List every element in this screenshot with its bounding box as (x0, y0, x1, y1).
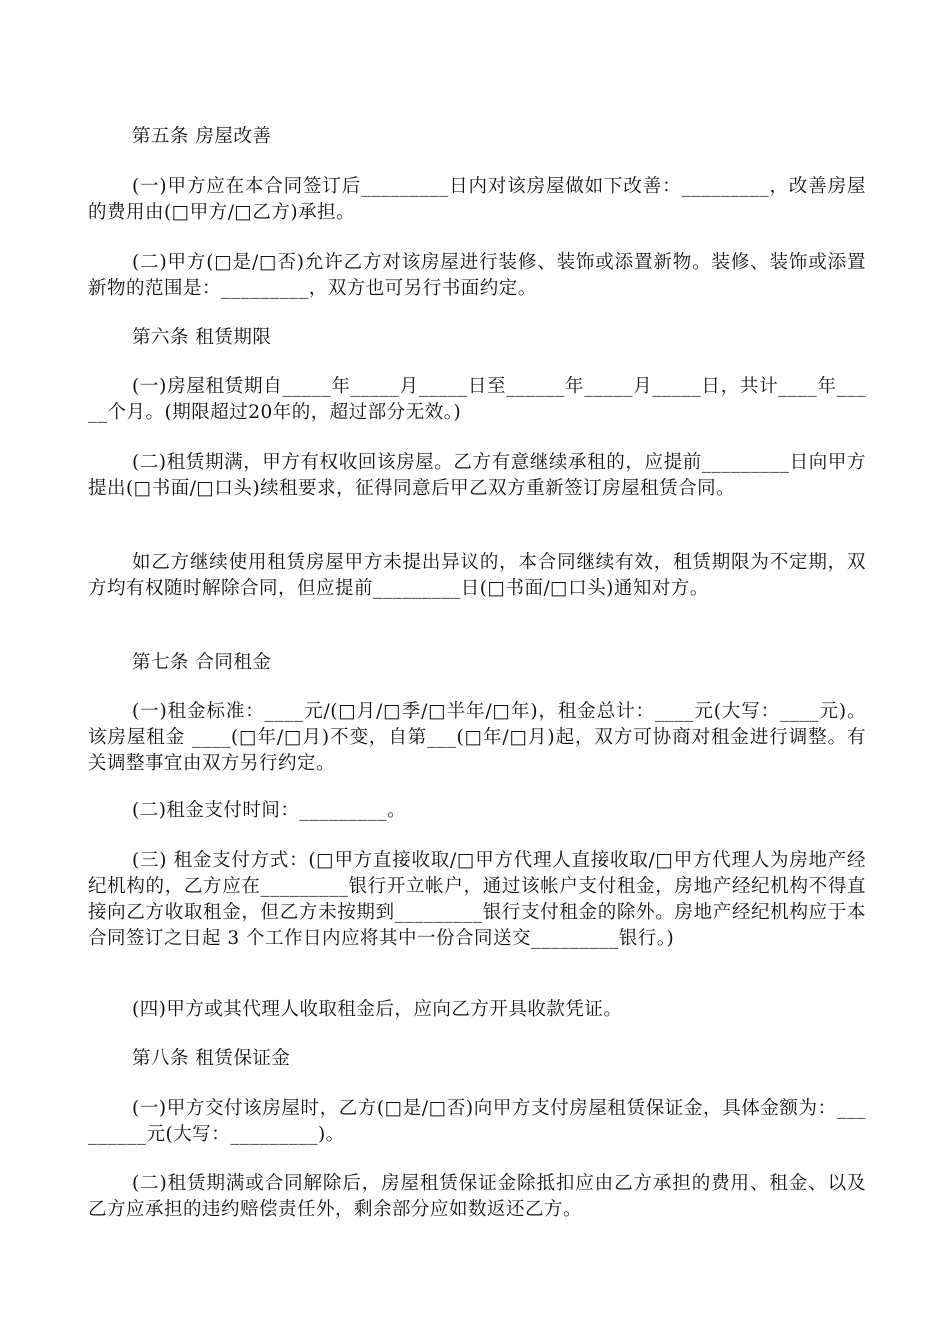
article-8-clause-2: (二)租赁期满或合同解除后，房屋租赁保证金除抵扣应由乙方承担的费用、租金、以及乙方应承担的违约赔偿责任外，剩余部分应如数返还乙方。 (88, 1173, 866, 1220)
article-6-clause-2: (二)租赁期满，甲方有权收回该房屋。乙方有意继续承租的，应提前_________日向甲方提出(□书面/□口头)续租要求，征得同意后甲乙双方重新签订房屋租赁合同。 (88, 452, 866, 499)
article-5-clause-1: (一)甲方应在本合同签订后_________日内对该房屋做如下改善：_________，改善房屋的费用由(□甲方/□乙方)承担。 (88, 176, 866, 223)
article-8-heading: 第八条 租赁保证金 (132, 1048, 291, 1069)
article-7-clause-4: (四)甲方或其代理人收取租金后，应向乙方开具收款凭证。 (132, 999, 623, 1020)
article-7-clause-3: (三) 租金支付方式：(□甲方直接收取/□甲方代理人直接收取/□甲方代理人为房地产经纪机构的，乙方应在_________银行开立帐户，通过该帐户支付租金，房地产经纪机构不得直接向乙方收取租金，但乙方未按期到_________银行支付租金的除外。房地产经纪机构应于本合同签订之日起 3 个工作日内应将其中一份合同送交_________银行。) (88, 850, 866, 949)
article-7-clause-1: (一)租金标准：____元/(□月/□季/□半年/□年)，租金总计：____元(大写：____元)。该房屋租金 ____(□年/□月)不变，自第___(□年/□月)起，双方可协商对租金进行调整。有关调整事宜由双方另行约定。 (88, 701, 866, 774)
article-7-heading: 第七条 合同租金 (132, 652, 272, 673)
article-7-clause-2: (二)租金支付时间：_________。 (132, 800, 407, 821)
article-6-clause-1: (一)房屋租赁期自_____年_____月_____日至______年_____月_____日，共计____年_____个月。(期限超过20年的，超过部分无效。) (88, 376, 866, 423)
article-6-clause-3: 如乙方继续使用租赁房屋甲方未提出异议的，本合同继续有效，租赁期限为不定期，双方均有权随时解除合同，但应提前_________日(□书面/□口头)通知对方。 (88, 552, 866, 599)
article-8-clause-1: (一)甲方交付该房屋时，乙方(□是/□否)向甲方支付房屋租赁保证金，具体金额为：_________元(大写：_________)。 (88, 1098, 866, 1145)
article-5-clause-2: (二)甲方(□是/□否)允许乙方对该房屋进行装修、装饰或添置新物。装修、装饰或添置新物的范围是：_________，双方也可另行书面约定。 (88, 252, 866, 299)
article-6-heading: 第六条 租赁期限 (132, 327, 272, 348)
article-5-heading: 第五条 房屋改善 (132, 126, 272, 147)
